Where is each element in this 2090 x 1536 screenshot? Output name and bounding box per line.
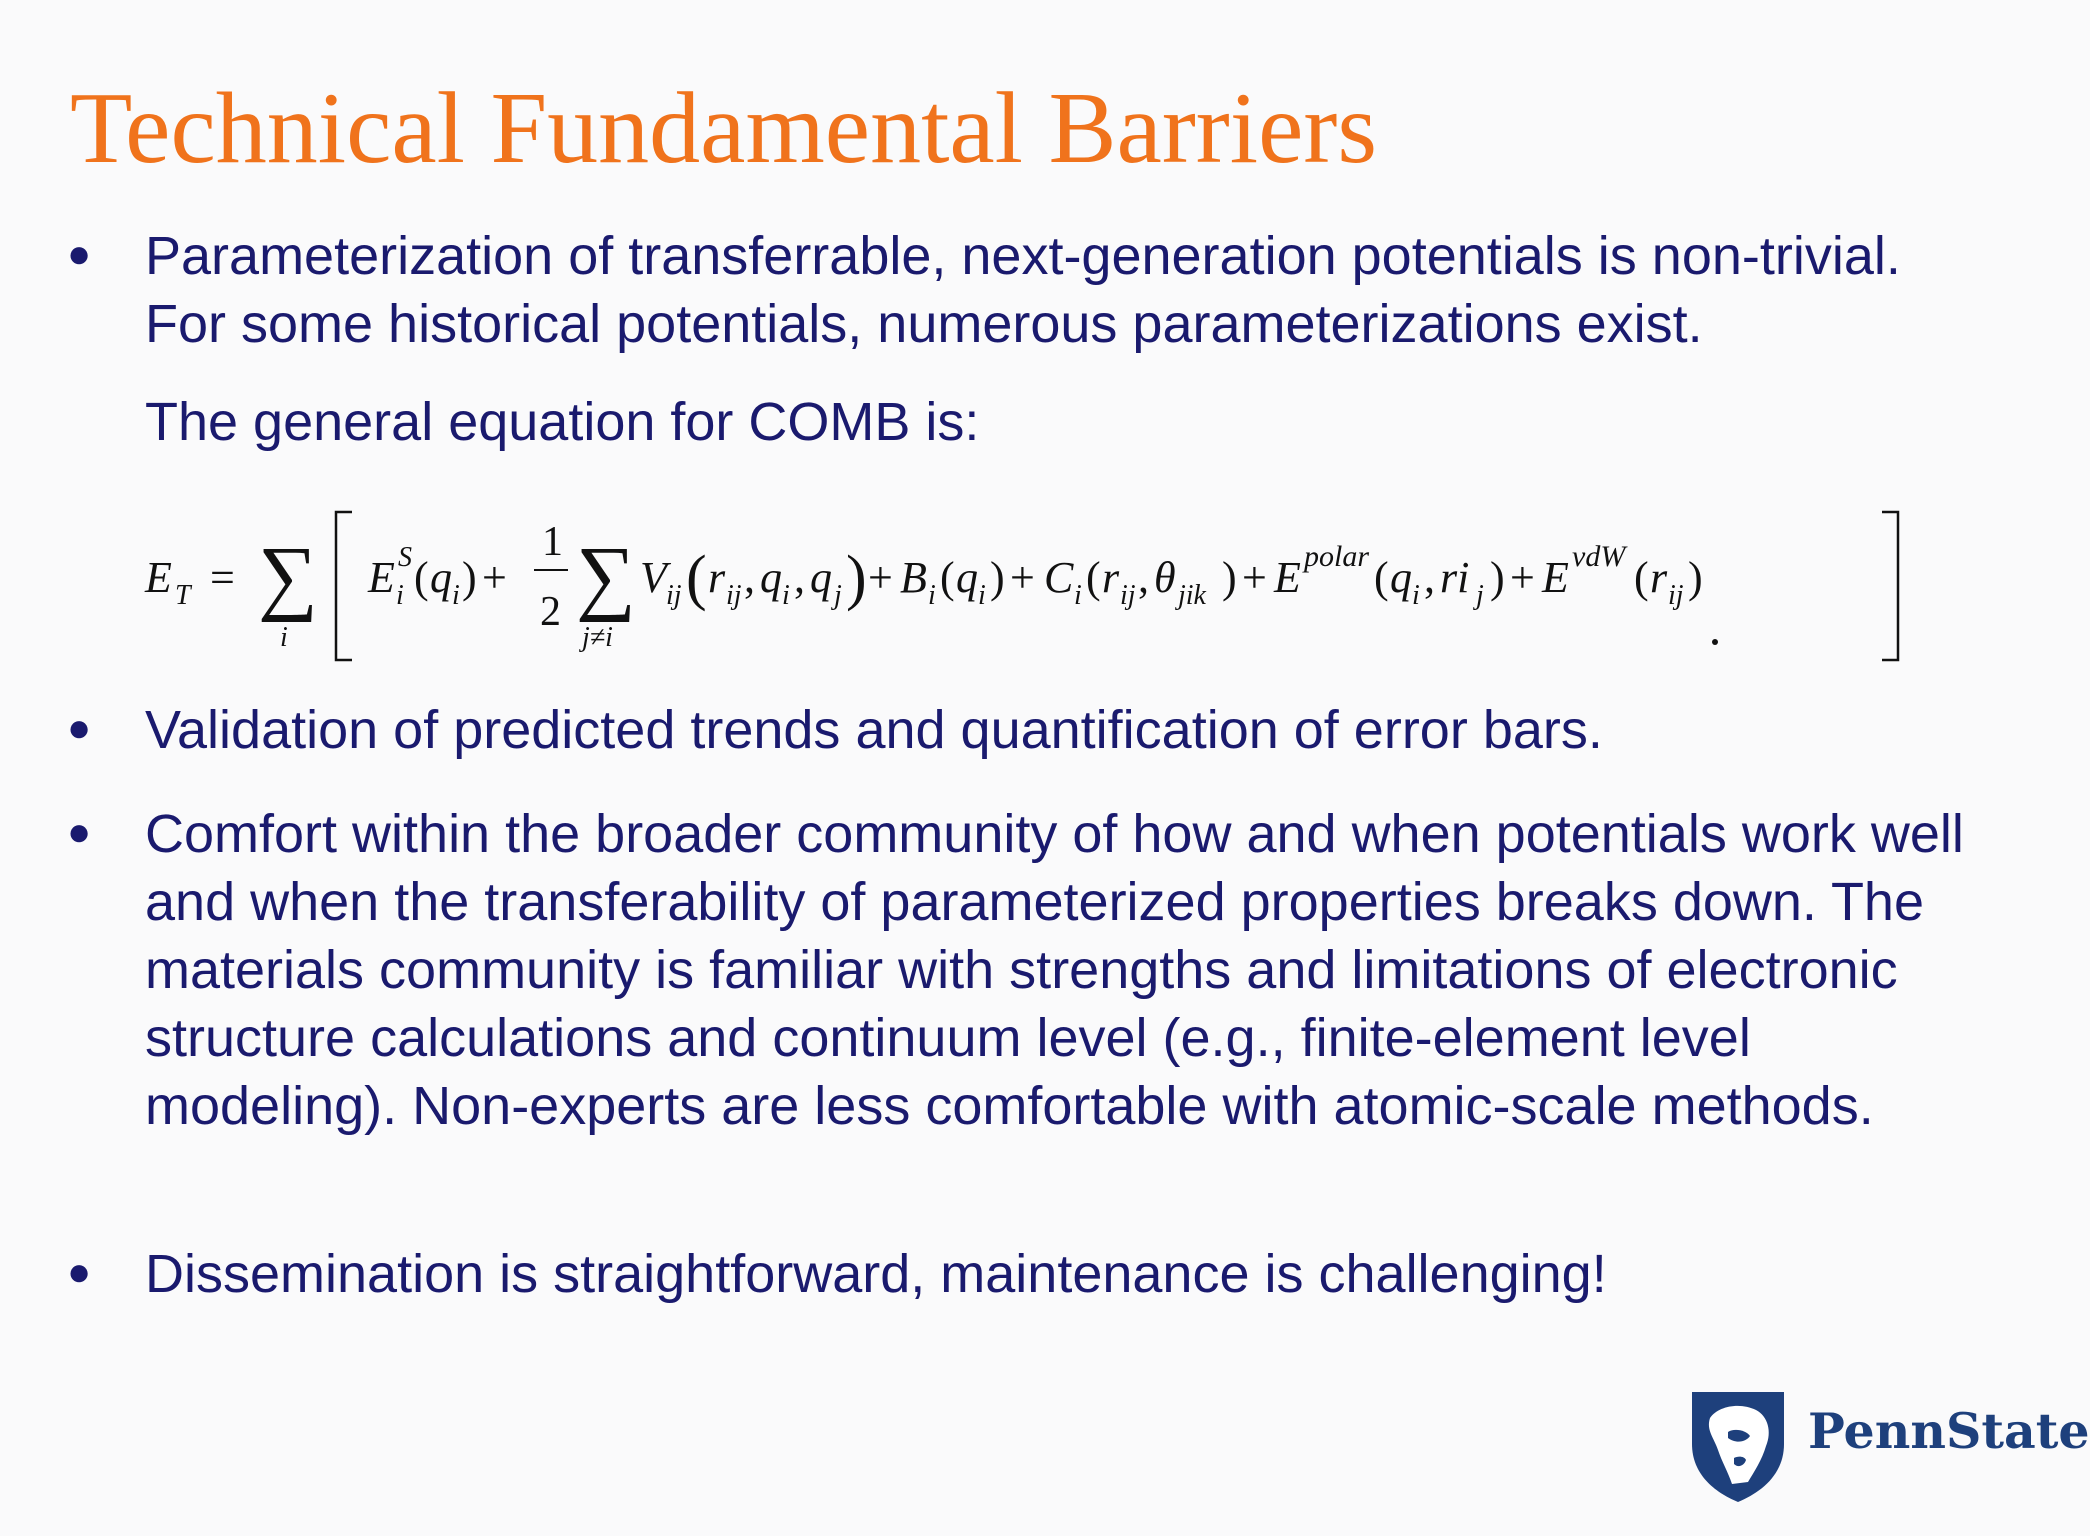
svg-text:+: + [1010,553,1035,602]
bullet-text-1: Parameterization of transferrable, next-generation potentials is non-trivial. For some historical potentials, numerous parameterizations exist. [145,226,1901,354]
svg-text:E: E [145,553,172,602]
svg-text:θ: θ [1154,553,1176,602]
svg-text:E: E [1542,553,1569,602]
svg-text:2: 2 [540,589,561,635]
bullet-icon: ● [67,232,92,276]
svg-text:,: , [1138,553,1149,602]
svg-text:): ) [1688,553,1703,602]
svg-text:+: + [1510,553,1535,602]
svg-text:C: C [1044,553,1074,602]
svg-text:1: 1 [542,519,563,565]
svg-text:): ) [1490,553,1505,602]
svg-text:B: B [900,553,927,602]
svg-text:(: ( [940,553,955,602]
svg-text:=: = [210,553,235,602]
svg-text:(: ( [1374,553,1389,602]
svg-text:ij: ij [726,580,742,611]
bullet-item-2 [67,696,2005,764]
svg-text:E: E [368,553,395,602]
svg-text:i: i [452,580,460,611]
svg-text:): ) [846,544,867,612]
svg-text:): ) [462,553,477,602]
svg-text:(: ( [1086,553,1101,602]
svg-text:q: q [810,553,832,602]
equation-intro: The general equation for COMB is: [145,392,980,452]
svg-text:q: q [430,553,452,602]
svg-text:∑: ∑ [258,530,318,623]
svg-text:jik: jik [1178,580,1206,611]
bullet-item-1 [67,222,1985,358]
penn-state-shield-icon [1688,1388,1788,1504]
bullet-icon: ● [67,1250,92,1294]
svg-text:ij: ij [666,580,682,611]
svg-text:(: ( [414,553,429,602]
svg-text:j: j [834,580,842,611]
svg-text:ri: ri [1440,553,1470,602]
svg-text:,: , [1424,553,1435,602]
svg-text:i: i [396,580,404,611]
svg-text:q: q [760,553,782,602]
bullet-text-2: Validation of predicted trends and quantification of error bars. [145,700,1603,760]
bullet-text-4: Dissemination is straightforward, maintenance is challenging! [145,1244,1607,1304]
svg-text:i: i [1074,580,1082,611]
svg-text:ij: ij [1668,580,1684,611]
svg-text:r: r [708,553,726,602]
svg-text:i: i [782,580,790,611]
slide-title: Technical Fundamental Barriers [70,72,1378,185]
bullet-icon: ● [67,706,92,750]
svg-text:q: q [956,553,978,602]
penn-state-wordmark: PennState [1808,1402,2090,1460]
svg-text:i: i [280,622,288,653]
svg-text:): ) [990,553,1005,602]
svg-text:): ) [1222,553,1237,602]
svg-text:V: V [640,553,667,602]
svg-text:vdW: vdW [1572,540,1626,573]
svg-text:r: r [1102,553,1120,602]
svg-text:(: ( [686,544,707,612]
svg-text:+: + [482,553,507,602]
svg-text:polar: polar [1304,540,1370,573]
bullet-text-3: Comfort within the broader community of how and when potentials work well and when the transferability of parameterized properties breaks down. The materials community is familiar with strengths and limitations of electronic structure calculations and continuum level (e.g., finite-element level modeling). Non-experts are less comfortable with atomic-scale methods. [145,804,1964,1136]
svg-text:+: + [1242,553,1267,602]
svg-text:i: i [978,580,986,611]
svg-text:∑: ∑ [576,530,636,623]
svg-text:,: , [794,553,805,602]
comb-equation [130,500,1930,680]
svg-text:+: + [868,553,893,602]
svg-text:(: ( [1634,553,1649,602]
svg-text:i: i [928,580,936,611]
svg-text:j: j [1476,580,1484,611]
svg-text:ij: ij [1120,580,1136,611]
svg-text:r: r [1650,553,1668,602]
bullet-icon: ● [67,810,92,854]
svg-text:E: E [1274,553,1301,602]
bullet-item-3 [67,800,2005,1140]
bullet-item-4 [67,1240,2005,1308]
svg-text:i: i [1412,580,1420,611]
svg-text:,: , [744,553,755,602]
svg-text:S: S [398,542,412,573]
svg-text:T: T [175,580,191,611]
svg-text:j≠i: j≠i [582,622,613,653]
svg-text:q: q [1390,553,1412,602]
